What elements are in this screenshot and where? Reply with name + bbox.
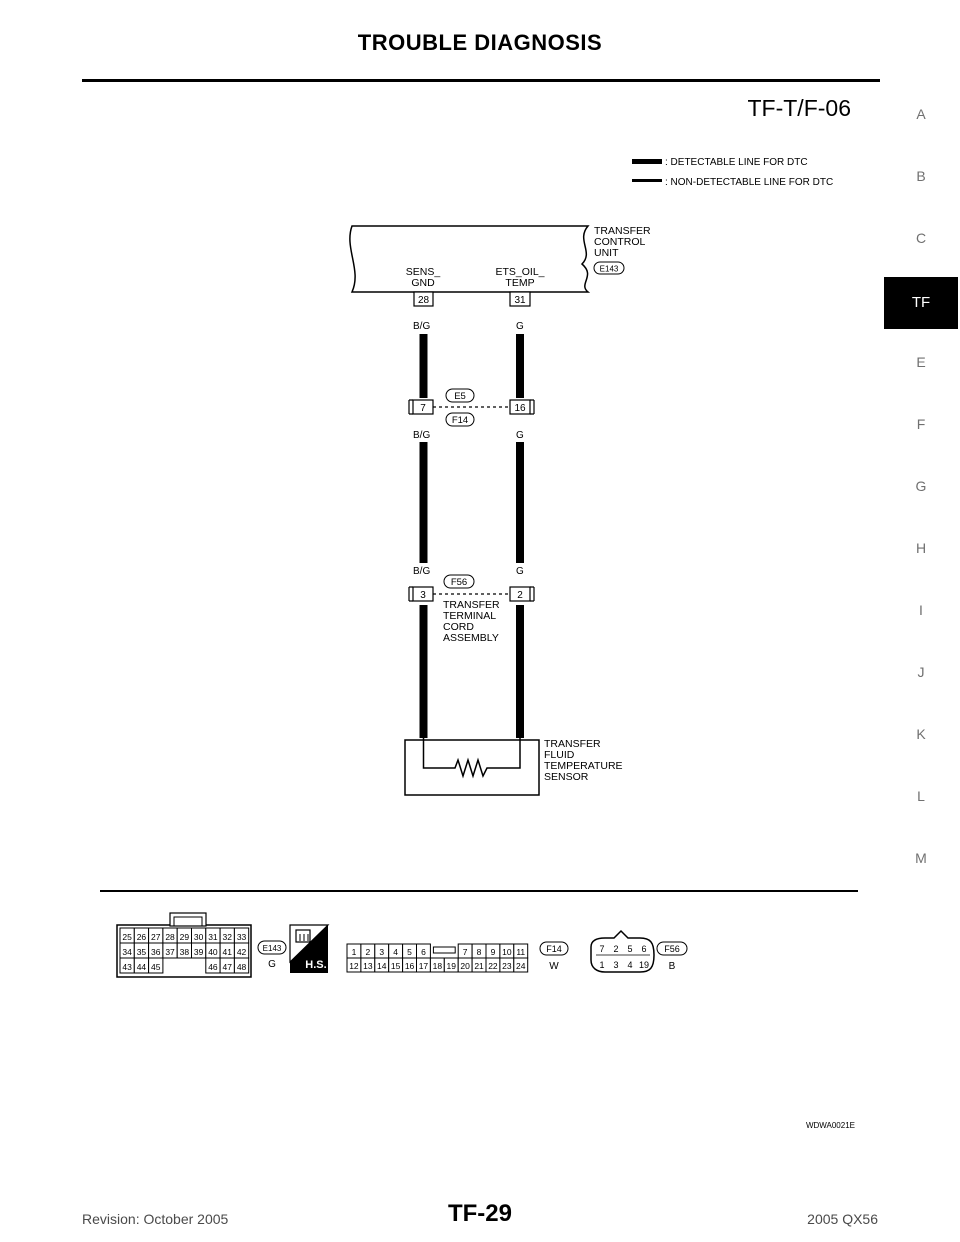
section-index-item[interactable]: I bbox=[919, 602, 923, 618]
connector-color-f56: B bbox=[668, 961, 676, 972]
pin-3: 3 bbox=[420, 590, 426, 601]
pin-number: 19 bbox=[446, 961, 456, 971]
pin-number: 27 bbox=[151, 932, 161, 942]
pin-number: 47 bbox=[222, 962, 232, 972]
pin-number: 35 bbox=[136, 947, 147, 957]
control-unit-name-2: CONTROL bbox=[594, 236, 646, 248]
pin-16: 16 bbox=[514, 403, 526, 414]
sensor-name-1: TRANSFER bbox=[544, 738, 601, 750]
pin-number: 5 bbox=[407, 947, 412, 957]
pin-number: 46 bbox=[208, 962, 218, 972]
control-unit-name-3: UNIT bbox=[594, 247, 619, 259]
pin-number: 32 bbox=[222, 932, 232, 942]
section-index-item[interactable]: A bbox=[916, 106, 926, 122]
pin-number: 3 bbox=[613, 960, 619, 970]
terminal-cord-name-3: CORD bbox=[443, 621, 474, 633]
pin-number: 24 bbox=[516, 961, 526, 971]
pin-number: 37 bbox=[165, 947, 175, 957]
pin-number: 6 bbox=[421, 947, 426, 957]
section-index-item[interactable]: G bbox=[915, 478, 927, 494]
pin-number: 5 bbox=[627, 944, 633, 954]
connector-tag-f56-label: F56 bbox=[450, 577, 468, 588]
figure-code: WDWA0021E bbox=[805, 1121, 855, 1130]
sensor-name-3: TEMPERATURE bbox=[544, 760, 623, 772]
pin-number: 6 bbox=[641, 944, 647, 954]
connector-latch bbox=[433, 947, 455, 953]
pin-number: 11 bbox=[516, 947, 526, 957]
wire-g-right-2 bbox=[516, 442, 524, 563]
pin-label-sens-gnd-1: SENS_ bbox=[405, 266, 441, 278]
pin-number: 44 bbox=[136, 962, 147, 972]
sensor-name-2: FLUID bbox=[544, 749, 575, 761]
section-index-item-active[interactable]: TF bbox=[884, 277, 958, 329]
pin-number: 48 bbox=[236, 962, 247, 972]
hs-badge bbox=[290, 925, 328, 973]
section-index-item[interactable]: H bbox=[915, 540, 927, 556]
control-unit-name-1: TRANSFER bbox=[594, 225, 651, 237]
non-detectable-line-swatch bbox=[632, 179, 662, 182]
connector-tag-f14-label: F14 bbox=[451, 415, 469, 426]
diagram-id: TF-T/F-06 bbox=[747, 95, 851, 121]
connector-face-f14 bbox=[347, 942, 568, 972]
connector-color-e143: G bbox=[268, 959, 276, 970]
pin-number: 38 bbox=[179, 947, 190, 957]
pin-number: 18 bbox=[432, 961, 443, 971]
pin-number: 17 bbox=[418, 961, 429, 971]
section-index-item[interactable]: K bbox=[916, 726, 926, 742]
connector-tag-e143-label: E143 bbox=[599, 264, 619, 274]
pin-31: 31 bbox=[514, 295, 526, 306]
pin-label-sens-gnd-2: GND bbox=[411, 277, 435, 289]
pin-number: 15 bbox=[390, 961, 401, 971]
section-index-item[interactable]: M bbox=[915, 850, 927, 866]
pin-number: 33 bbox=[236, 932, 247, 942]
connector-tag-f14-face-label: F14 bbox=[546, 944, 562, 954]
joint-connector-e5-f14 bbox=[409, 389, 534, 426]
pin-number: 22 bbox=[488, 961, 498, 971]
wire-color-right-1: G bbox=[516, 321, 524, 332]
pin-number: 25 bbox=[122, 932, 132, 942]
pin-number: 42 bbox=[236, 947, 247, 957]
connector-face-e143 bbox=[117, 913, 286, 977]
pin-number: 31 bbox=[208, 932, 218, 942]
pin-number: 23 bbox=[502, 961, 512, 971]
connector-face-f56 bbox=[591, 931, 687, 972]
pin-number: 41 bbox=[222, 947, 232, 957]
pin-number: 1 bbox=[599, 960, 605, 970]
pin-number: 30 bbox=[193, 932, 204, 942]
section-index-item[interactable]: J bbox=[917, 664, 925, 680]
pin-number: 26 bbox=[136, 932, 147, 942]
transfer-control-unit bbox=[350, 225, 651, 306]
pin-number: 19 bbox=[638, 960, 650, 970]
pin-number: 9 bbox=[490, 947, 496, 957]
sensor-name-4: SENSOR bbox=[544, 771, 589, 783]
pin-label-ets-oil-temp-1: ETS_OIL_ bbox=[495, 266, 545, 278]
connector-latch bbox=[170, 913, 206, 926]
connector-color-f14: W bbox=[549, 961, 559, 972]
control-unit-outline bbox=[350, 226, 588, 292]
detectable-line-swatch bbox=[632, 159, 662, 164]
pin-number: 2 bbox=[365, 947, 371, 957]
pin-number: 21 bbox=[474, 961, 484, 971]
wire-bg-left-2 bbox=[420, 442, 428, 563]
pin-7: 7 bbox=[420, 403, 426, 414]
section-index-item[interactable]: B bbox=[916, 168, 926, 184]
pin-2: 2 bbox=[517, 590, 523, 601]
connector-tag-f56-face-label: F56 bbox=[664, 944, 680, 954]
pin-number: 29 bbox=[179, 932, 190, 942]
pin-number: 2 bbox=[613, 944, 619, 954]
section-index-item[interactable]: F bbox=[916, 416, 926, 432]
legend bbox=[632, 157, 833, 188]
terminal-cord-name-2: TERMINAL bbox=[443, 610, 497, 622]
pin-number: 4 bbox=[393, 947, 399, 957]
pin-number: 10 bbox=[502, 947, 512, 957]
terminal-cord-name-4: ASSEMBLY bbox=[443, 632, 499, 644]
page-title: TROUBLE DIAGNOSIS bbox=[357, 30, 603, 55]
pin-number: 4 bbox=[627, 960, 633, 970]
pin-28: 28 bbox=[417, 295, 430, 306]
resistor-icon bbox=[424, 738, 521, 776]
connector-tag-e143-face-label: E143 bbox=[262, 944, 282, 953]
pin-number: 14 bbox=[377, 961, 387, 971]
footer-revision: Revision: October 2005 bbox=[82, 1211, 229, 1227]
section-index-item[interactable]: L bbox=[917, 788, 925, 804]
section-index-item[interactable]: E bbox=[916, 354, 926, 370]
wire-color-right-2: G bbox=[516, 430, 524, 441]
section-index-item[interactable]: C bbox=[915, 230, 927, 246]
wire-color-left-3: B/G bbox=[413, 566, 431, 577]
wire-color-right-3: G bbox=[516, 566, 524, 577]
legend-non-detectable: : NON-DETECTABLE LINE FOR DTC bbox=[665, 177, 834, 188]
pin-number: 40 bbox=[208, 947, 218, 957]
transfer-fluid-temperature-sensor bbox=[405, 738, 623, 795]
pin-number: 36 bbox=[151, 947, 161, 957]
wire-bg-left-1 bbox=[420, 334, 428, 398]
wire-color-left-1: B/G bbox=[413, 321, 431, 332]
wire-g-right-3 bbox=[516, 605, 524, 738]
pin-number: 1 bbox=[351, 947, 357, 957]
pin-number: 7 bbox=[462, 947, 468, 957]
footer bbox=[0, 1200, 960, 1240]
legend-detectable: : DETECTABLE LINE FOR DTC bbox=[665, 157, 808, 168]
pin-number: 13 bbox=[363, 961, 373, 971]
pin-number: 34 bbox=[122, 947, 132, 957]
hs-label: H.S. bbox=[305, 959, 327, 971]
pin-number: 16 bbox=[404, 961, 415, 971]
pin-number: 45 bbox=[151, 962, 161, 972]
pin-number: 43 bbox=[122, 962, 132, 972]
pin-number: 20 bbox=[460, 961, 470, 971]
wire-g-right-1 bbox=[516, 334, 524, 398]
pin-number: 12 bbox=[349, 961, 359, 971]
pin-label-ets-oil-temp-2: TEMP bbox=[505, 277, 535, 289]
wire-color-left-2: B/G bbox=[413, 430, 431, 441]
terminal-cord-name-1: TRANSFER bbox=[443, 599, 500, 611]
transfer-terminal-cord-assembly bbox=[409, 575, 534, 644]
pin-number: 8 bbox=[476, 947, 482, 957]
connector-tag-e5-label: E5 bbox=[454, 391, 466, 402]
footer-page-number: TF-29 bbox=[447, 1200, 512, 1227]
footer-model: 2005 QX56 bbox=[807, 1211, 878, 1227]
pin-number: 28 bbox=[165, 932, 175, 942]
pin-number: 39 bbox=[193, 947, 204, 957]
pin-number: 3 bbox=[379, 947, 385, 957]
pin-number: 7 bbox=[599, 944, 605, 954]
wire-bg-left-3 bbox=[420, 605, 428, 738]
